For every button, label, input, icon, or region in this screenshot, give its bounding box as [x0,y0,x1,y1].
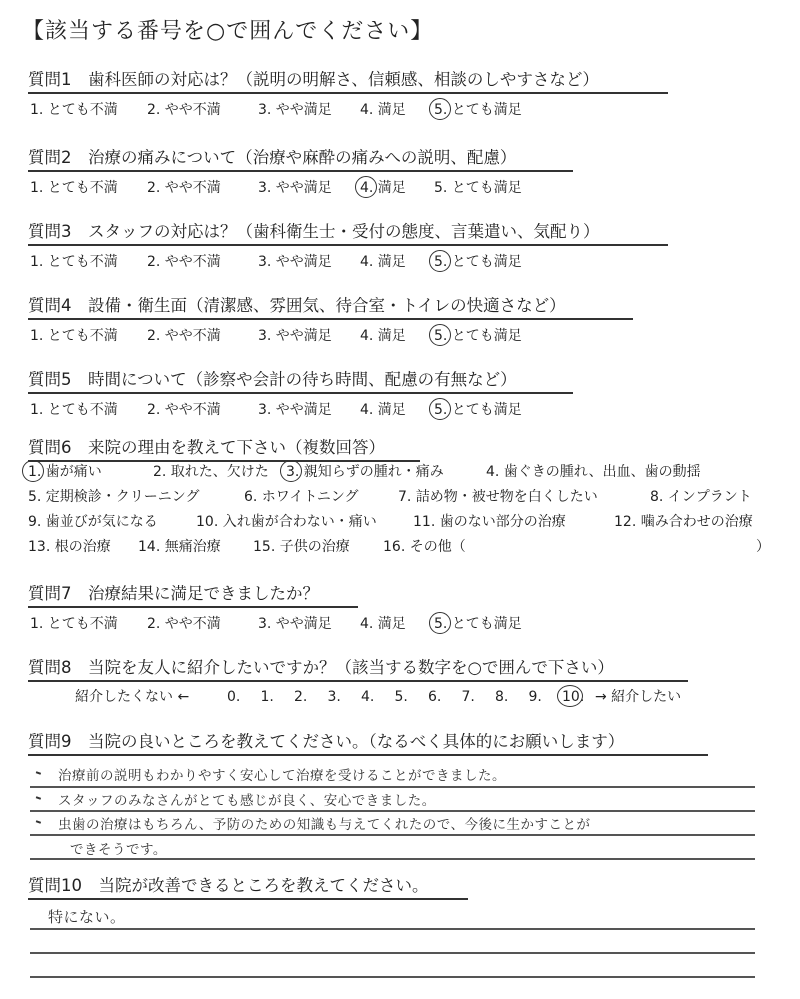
question-2-label [28,148,573,168]
option-3[interactable]: 3. やや満足 [258,180,332,196]
question-underline [28,460,420,462]
selected-circle-mark [429,98,451,120]
option-3[interactable]: 3. やや満足 [258,254,332,270]
q6-other-close-paren: ） [756,539,770,555]
question-text: 質問2 治療の痛みについて（治療や麻酔の痛みへの説明、配慮） [28,148,517,167]
option-5[interactable]: 5. とても満足 [434,102,522,118]
q6-option-4[interactable]: 4. 歯ぐきの腫れ、出血、歯の動揺 [486,464,701,480]
selected-circle-mark [429,250,451,272]
option-1[interactable]: 1. とても不満 [30,102,118,118]
option-3[interactable]: 3. やや満足 [258,328,332,344]
selected-circle-mark [429,612,451,634]
question-text: 質問5 時間について（診察や会計の待ち時間、配慮の有無など） [28,370,517,389]
scale-right-label: → 紹介したい [595,689,682,705]
scale-value-5[interactable]: 5. [394,689,408,705]
q9-answer-text: スタッフのみなさんがとても感じが良く、安心できました。 [58,793,436,809]
option-5[interactable]: 5. とても満足 [434,254,522,270]
scale-value-4[interactable]: 4. [361,689,375,705]
question-text: 質問9 当院の良いところを教えてください。（なるべく具体的にお願いします） [28,732,625,751]
scale-value-10[interactable]: 10. [562,689,585,705]
question-text: 質問7 治療結果に満足できましたか？ [28,584,319,603]
question-underline [28,170,573,172]
q6-option-14[interactable]: 14. 無痛治療 [138,539,221,555]
option-1[interactable]: 1. とても不満 [30,616,118,632]
q6-option-6[interactable]: 6. ホワイトニング [244,489,359,505]
option-1[interactable]: 1. とても不満 [30,402,118,418]
option-5[interactable]: 5. とても満足 [434,616,522,632]
answer-line [30,952,755,954]
option-4[interactable]: 4. 満足 [360,102,406,118]
answer-line [30,976,755,978]
question-9-label [28,732,708,752]
bullet-mark [36,820,41,823]
page-title: 【該当する番号を○で囲んでください】 [22,19,434,44]
option-2[interactable]: 2. やや不満 [147,402,221,418]
scale-value-0[interactable]: 0. [227,689,241,705]
selected-circle-mark [22,460,44,482]
scale-left-label: 紹介したくない ← [75,689,190,705]
option-2[interactable]: 2. やや不満 [147,254,221,270]
question-7-label [28,584,358,604]
selected-circle-mark [557,685,583,707]
question-underline [28,754,708,756]
option-1[interactable]: 1. とても不満 [30,328,118,344]
question-8-label [28,658,688,678]
selected-circle-mark [280,460,302,482]
option-2[interactable]: 2. やや不満 [147,180,221,196]
option-1[interactable]: 1. とても不満 [30,180,118,196]
question-3-options [30,253,590,273]
q6-option-10[interactable]: 10. 入れ歯が合わない・痛い [196,514,377,530]
q9-answer-text: 治療前の説明もわかりやすく安心して治療を受けることができました。 [58,768,506,784]
question-10-label [28,876,468,896]
scale-value-8[interactable]: 8. [495,689,509,705]
option-2[interactable]: 2. やや不満 [147,616,221,632]
answer-line [30,834,755,836]
q6-option-1[interactable]: 1. 歯が痛い [28,464,102,480]
option-4[interactable]: 4. 満足 [360,616,406,632]
question-4-options [30,327,590,347]
option-4[interactable]: 4. 満足 [360,328,406,344]
q6-option-9[interactable]: 9. 歯並びが気になる [28,514,158,530]
option-4[interactable]: 4. 満足 [360,180,406,196]
question-5-label [28,370,573,390]
answer-line [30,928,755,930]
q6-option-8[interactable]: 8. インプラント [650,489,752,505]
selected-circle-mark [429,324,451,346]
q6-option-11[interactable]: 11. 歯のない部分の治療 [413,514,566,530]
question-2-options [30,179,590,199]
question-underline [28,318,633,320]
question-underline [28,92,668,94]
question-underline [28,244,668,246]
q6-option-13[interactable]: 13. 根の治療 [28,539,111,555]
question-1-options [30,101,590,121]
question-5-options [30,401,590,421]
q6-option-2[interactable]: 2. 取れた、欠けた [153,464,269,480]
option-5[interactable]: 5. とても満足 [434,402,522,418]
answer-line [30,858,755,860]
q6-option-12[interactable]: 12. 噛み合わせの治療 [614,514,753,530]
option-3[interactable]: 3. やや満足 [258,102,332,118]
question-6-label [28,438,420,458]
question-text: 質問1 歯科医師の対応は？（説明の明解さ、信頼感、相談のしやすさなど） [28,70,599,89]
question-4-label [28,296,633,316]
q6-option-3[interactable]: 3. 親知らずの腫れ・痛み [286,464,444,480]
question-3-label [28,222,668,242]
question-text: 質問10 当院が改善できるところを教えてください。 [28,876,429,895]
scale-value-3[interactable]: 3. [327,689,341,705]
bullet-mark [36,771,41,774]
scale-value-6[interactable]: 6. [428,689,442,705]
question-text: 質問4 設備・衛生面（清潔感、雰囲気、待合室・トイレの快適さなど） [28,296,566,315]
option-3[interactable]: 3. やや満足 [258,616,332,632]
question-underline [28,392,573,394]
bullet-mark [36,796,41,799]
option-4[interactable]: 4. 満足 [360,402,406,418]
q6-option-7[interactable]: 7. 詰め物・被せ物を白くしたい [398,489,598,505]
option-3[interactable]: 3. やや満足 [258,402,332,418]
option-2[interactable]: 2. やや不満 [147,328,221,344]
option-1[interactable]: 1. とても不満 [30,254,118,270]
q9-answer-text: できそうです。 [70,842,167,858]
question-underline [28,680,688,682]
selected-circle-mark [429,398,451,420]
option-4[interactable]: 4. 満足 [360,254,406,270]
q6-option-16[interactable]: 16. その他（ [383,539,466,555]
question-underline [28,606,358,608]
selected-circle-mark [355,176,377,198]
q6-option-15[interactable]: 15. 子供の治療 [253,539,350,555]
question-1-label [28,70,668,90]
question-underline [28,898,468,900]
option-5[interactable]: 5. とても満足 [434,328,522,344]
option-5[interactable]: 5. とても満足 [434,180,522,196]
scale-value-1[interactable]: 1. [260,689,274,705]
q10-answer-text: 特にない。 [48,908,126,926]
question-text: 質問3 スタッフの対応は？（歯科衛生士・受付の態度、言葉遣い、気配り） [28,222,600,241]
answer-line [30,810,755,812]
scale-value-2[interactable]: 2. [294,689,308,705]
scale-value-7[interactable]: 7. [461,689,475,705]
option-2[interactable]: 2. やや不満 [147,102,221,118]
scale-value-9[interactable]: 9. [528,689,542,705]
q6-option-5[interactable]: 5. 定期検診・クリーニング [28,489,200,505]
question-text: 質問8 当院を友人に紹介したいですか？（該当する数字を○で囲んで下さい） [28,658,614,677]
question-7-options [30,615,590,635]
answer-line [30,786,755,788]
q9-answer-text: 虫歯の治療はもちろん、予防のための知識も与えてくれたので、今後に生かすことが [58,817,591,833]
question-text: 質問6 来院の理由を教えて下さい（複数回答） [28,438,385,457]
